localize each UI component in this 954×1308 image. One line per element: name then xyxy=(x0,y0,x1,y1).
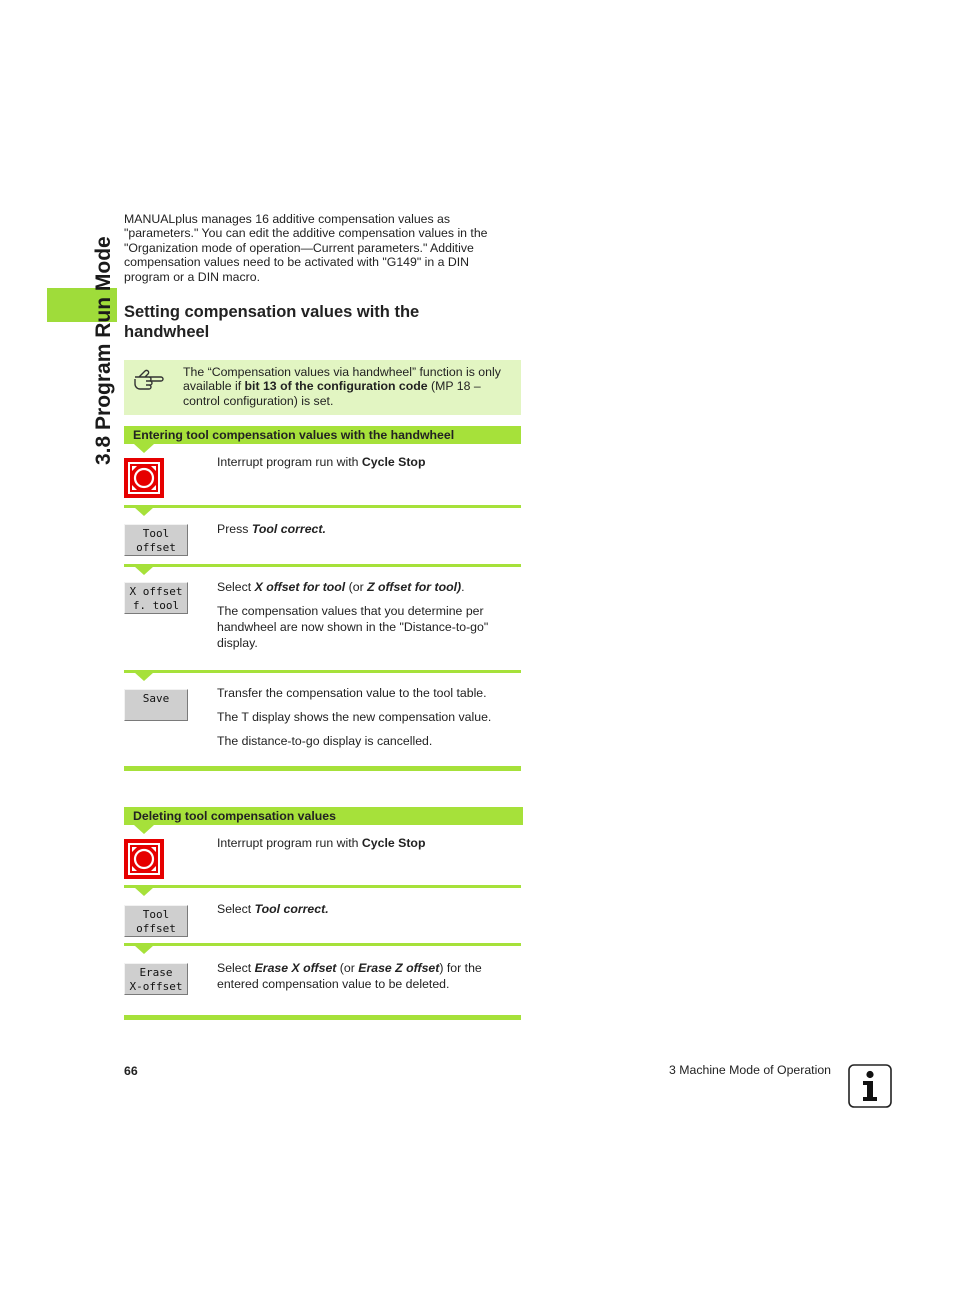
step-arrow xyxy=(134,672,154,681)
step-text: Transfer the compensation value to the tool table. The T display shows the new compensation value. The distance-to-go display is cancelled. xyxy=(217,686,492,748)
step-text: Select Tool correct. xyxy=(217,902,329,916)
intro-paragraph: MANUALplus manages 16 additive compensation values as "parameters." You can edit the additive compensation values in the "Organization mode of operation—Current parameters." Additive compensation values need to be activated with "G149" in a DIN program or a DIN macro. xyxy=(124,212,488,284)
pointing-hand-icon xyxy=(133,368,165,390)
step-text: Select X offset for tool (or Z offset for tool). The compensation values that you determine per handwheel are now shown in the "Distance-to-go" display. xyxy=(217,579,515,659)
cycle-stop-icon[interactable] xyxy=(124,839,164,879)
section-bar-entering: Entering tool compensation values with the handwheel xyxy=(124,426,521,444)
note-text: The “Compensation values via handwheel” function is only available if bit 13 of the configuration code (MP 18 – control configuration) is set. xyxy=(183,365,501,408)
x-offset-tool-softkey[interactable]: X offset f. tool xyxy=(124,582,188,614)
section-arrow xyxy=(134,444,154,453)
section-heading: Setting compensation values with the handwheel xyxy=(124,303,420,341)
step-divider xyxy=(124,885,521,888)
step-divider xyxy=(124,564,521,567)
step-divider xyxy=(124,505,521,508)
section-end-rule xyxy=(124,1015,521,1020)
tool-offset-softkey[interactable]: Tool offset xyxy=(124,905,188,937)
step-text: Interrupt program run with Cycle Stop xyxy=(217,836,426,850)
section-end-rule xyxy=(124,766,521,771)
section-bar-deleting: Deleting tool compensation values xyxy=(124,807,523,825)
side-section-title: 3.8 Program Run Mode xyxy=(92,236,115,465)
info-icon xyxy=(848,1064,892,1108)
tool-offset-softkey[interactable]: Tool offset xyxy=(124,524,188,556)
cycle-stop-icon[interactable] xyxy=(124,458,164,498)
note-box xyxy=(124,360,521,415)
chapter-title: 3 Machine Mode of Operation xyxy=(669,1063,832,1077)
section-arrow xyxy=(134,825,154,834)
step-divider xyxy=(124,943,521,946)
step-text: Select Erase X offset (or Erase Z offset) for the entered compensation value to be deleted. xyxy=(217,961,482,991)
step-text: Press Tool correct. xyxy=(217,522,326,536)
step-arrow xyxy=(134,887,154,896)
step-arrow xyxy=(134,945,154,954)
erase-x-offset-softkey[interactable]: Erase X-offset xyxy=(124,963,188,995)
step-divider xyxy=(124,670,521,673)
save-softkey[interactable]: Save xyxy=(124,689,188,721)
step-arrow xyxy=(134,507,154,516)
step-detail: The compensation values that you determine per handwheel are now shown in the "Distance-to-go" display. xyxy=(217,604,489,650)
step-arrow xyxy=(134,566,154,575)
step-text: Interrupt program run with Cycle Stop xyxy=(217,455,426,469)
page-number: 66 xyxy=(124,1064,138,1078)
